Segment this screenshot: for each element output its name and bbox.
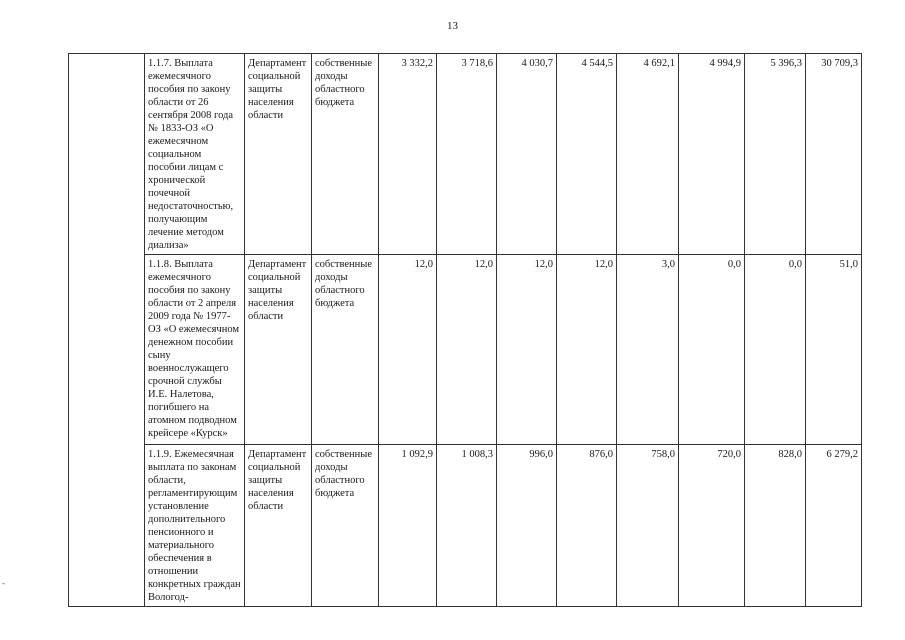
- row-source: собственные доходы областного бюджета: [312, 445, 379, 607]
- value-cell: 4 544,5: [557, 54, 617, 255]
- row-source: собственные доходы областного бюджета: [312, 255, 379, 445]
- row-description: 1.1.7. Выплата ежемесячного пособия по закону области от 26 сентября 2008 года № 1833-ОЗ «О ежемесячном социальном пособии лицам с хронической почечной недостаточностью, получающим лечение методом диализа»: [145, 54, 245, 255]
- value-cell: 1 092,9: [379, 445, 437, 607]
- value-cell: 12,0: [497, 255, 557, 445]
- margin-mark: -: [2, 578, 5, 588]
- row-source: собственные доходы областного бюджета: [312, 54, 379, 255]
- value-cell: 0,0: [745, 255, 806, 445]
- value-cell: 876,0: [557, 445, 617, 607]
- row-executor: Департамент социальной защиты населения области: [245, 445, 312, 607]
- value-cell: 3 718,6: [437, 54, 497, 255]
- table-row: [69, 445, 862, 607]
- row-executor: Департамент социальной защиты населения области: [245, 54, 312, 255]
- value-total-cell: 30 709,3: [806, 54, 862, 255]
- value-cell: 0,0: [679, 255, 745, 445]
- budget-table: [68, 53, 862, 607]
- table-row: [69, 255, 862, 445]
- value-cell: 4 692,1: [617, 54, 679, 255]
- value-cell: 1 008,3: [437, 445, 497, 607]
- value-cell: 4 030,7: [497, 54, 557, 255]
- value-cell: 758,0: [617, 445, 679, 607]
- value-cell: 12,0: [557, 255, 617, 445]
- value-cell: 3,0: [617, 255, 679, 445]
- value-cell: 12,0: [379, 255, 437, 445]
- value-cell: 5 396,3: [745, 54, 806, 255]
- empty-cell: [69, 54, 145, 607]
- row-executor: Департамент социальной защиты населения области: [245, 255, 312, 445]
- row-description: 1.1.8. Выплата ежемесячного пособия по закону области от 2 апреля 2009 года № 1977-ОЗ «О ежемесячном денежном пособии сыну военнослужащего срочной службы И.Е. Налетова, погибшего на атомном подводном крейсере «Курск»: [145, 255, 245, 445]
- value-cell: 4 994,9: [679, 54, 745, 255]
- value-cell: 720,0: [679, 445, 745, 607]
- value-total-cell: 6 279,2: [806, 445, 862, 607]
- table-row: [69, 54, 862, 255]
- value-total-cell: 51,0: [806, 255, 862, 445]
- value-cell: 996,0: [497, 445, 557, 607]
- value-cell: 3 332,2: [379, 54, 437, 255]
- value-cell: 828,0: [745, 445, 806, 607]
- row-description: 1.1.9. Ежемесячная выплата по законам области, регламентирующим установление дополнительного пенсионного и материального обеспечения в отношении конкретных граждан Вологод-: [145, 445, 245, 607]
- value-cell: 12,0: [437, 255, 497, 445]
- page-number: 13: [447, 20, 458, 32]
